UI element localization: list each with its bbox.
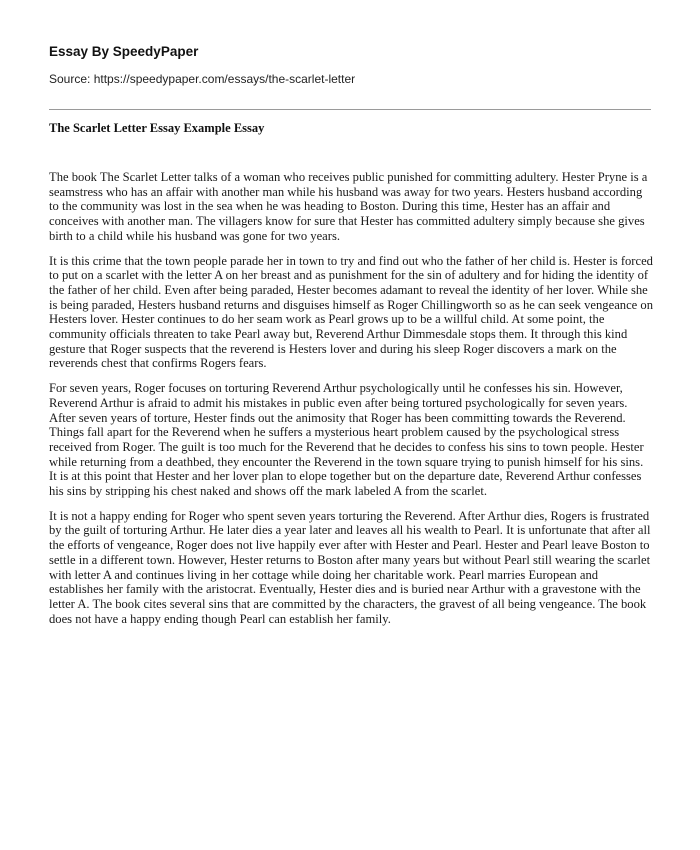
essay-paragraph: For seven years, Roger focuses on torturing Reverend Arthur psychologically until he confesses his sin. However, Reverend Arthur is afraid to admit his mistakes in public even after being tortured psychologically for seven years. After seven years of torture, Hester finds out the animosity that Roger has been committing towards the Reverend. Things fall apart for the Reverend when he suffers a mysterious heart problem caused by the psychological stress received from Roger. The guilt is too much for the Reverend that he decides to confess his sins to town people. Hester while returning from a deathbed, they encounter the Reverend in the town square trying to punish himself for his sins. It is at this point that Hester and her lover plan to elope together but on the departure date, Reverend Arthur confesses his sins by stripping his chest naked and shows off the mark labeled A from the scarlet. — [49, 381, 644, 499]
essay-paragraph: It is not a happy ending for Roger who spent seven years torturing the Reverend. After Arthur dies, Rogers is frustrated by the guilt of torturing Arthur. He later dies a year later and leaves all his wealth to Pearl. It is unfortunate that after all the efforts of vengeance, Roger does not live happily ever after with Hester and Pearl. Hester and Pearl leave Boston to settle in a different town. However, Hester returns to Boston after many years but without Pearl still wearing the scarlet with letter A and continues living in her cottage while doing her charitable work. Pearl marries European and establishes her family with the aristocrat. Eventually, Hester dies and is buried near Arthur with a gravestone with the letter A. The book cites several sins that are committed by the characters, the gravest of all being vengeance. The book does not have a happy ending though Pearl can establish her family. — [49, 508, 651, 626]
essay-title: The Scarlet Letter Essay Example Essay — [49, 121, 265, 135]
essay-paragraph: The book The Scarlet Letter talks of a woman who receives public punished for committing adultery. Hester Pryne is a seamstress who has an affair with another man while his husband was away for two years. Hesters husband according to the community was lost in the sea when he was heading to Boston. During this time, Hester has an affair and conceives with another man. The villagers know for sure that Hester has committed adultery simply because she gives birth to a child while his husband was gone for two years. — [49, 170, 648, 243]
essay-paragraph: It is this crime that the town people parade her in town to try and find out who the father of her child is. Hester is forced to put on a scarlet with the letter A on her breast and as punishment for the sin of adultery and for hiding the identity of the father of her child. Even after being paraded, Hester becomes adamant to reveal the identity of her lover. While she is being paraded, Hesters husband returns and disguises himself as Roger Chillingworth so as he can seek vengeance on Hesters lover. Hester continues to do her seam work as Pearl grows up to be a willful child. At some point, the community officials threaten to take Pearl away but, Reverend Arthur Dimmesdale stops them. It through this kind gesture that Roger suspects that the reverend is Hesters lover and during his sleep Roger discovers a mark on the reverends chest that confirms Rogers fears. — [49, 253, 654, 371]
document-header-title: Essay By SpeedyPaper — [49, 44, 199, 59]
document-source-line: Source: https://speedypaper.com/essays/the-scarlet-letter — [49, 72, 356, 86]
header-divider — [49, 109, 651, 110]
essay-body — [49, 170, 653, 636]
